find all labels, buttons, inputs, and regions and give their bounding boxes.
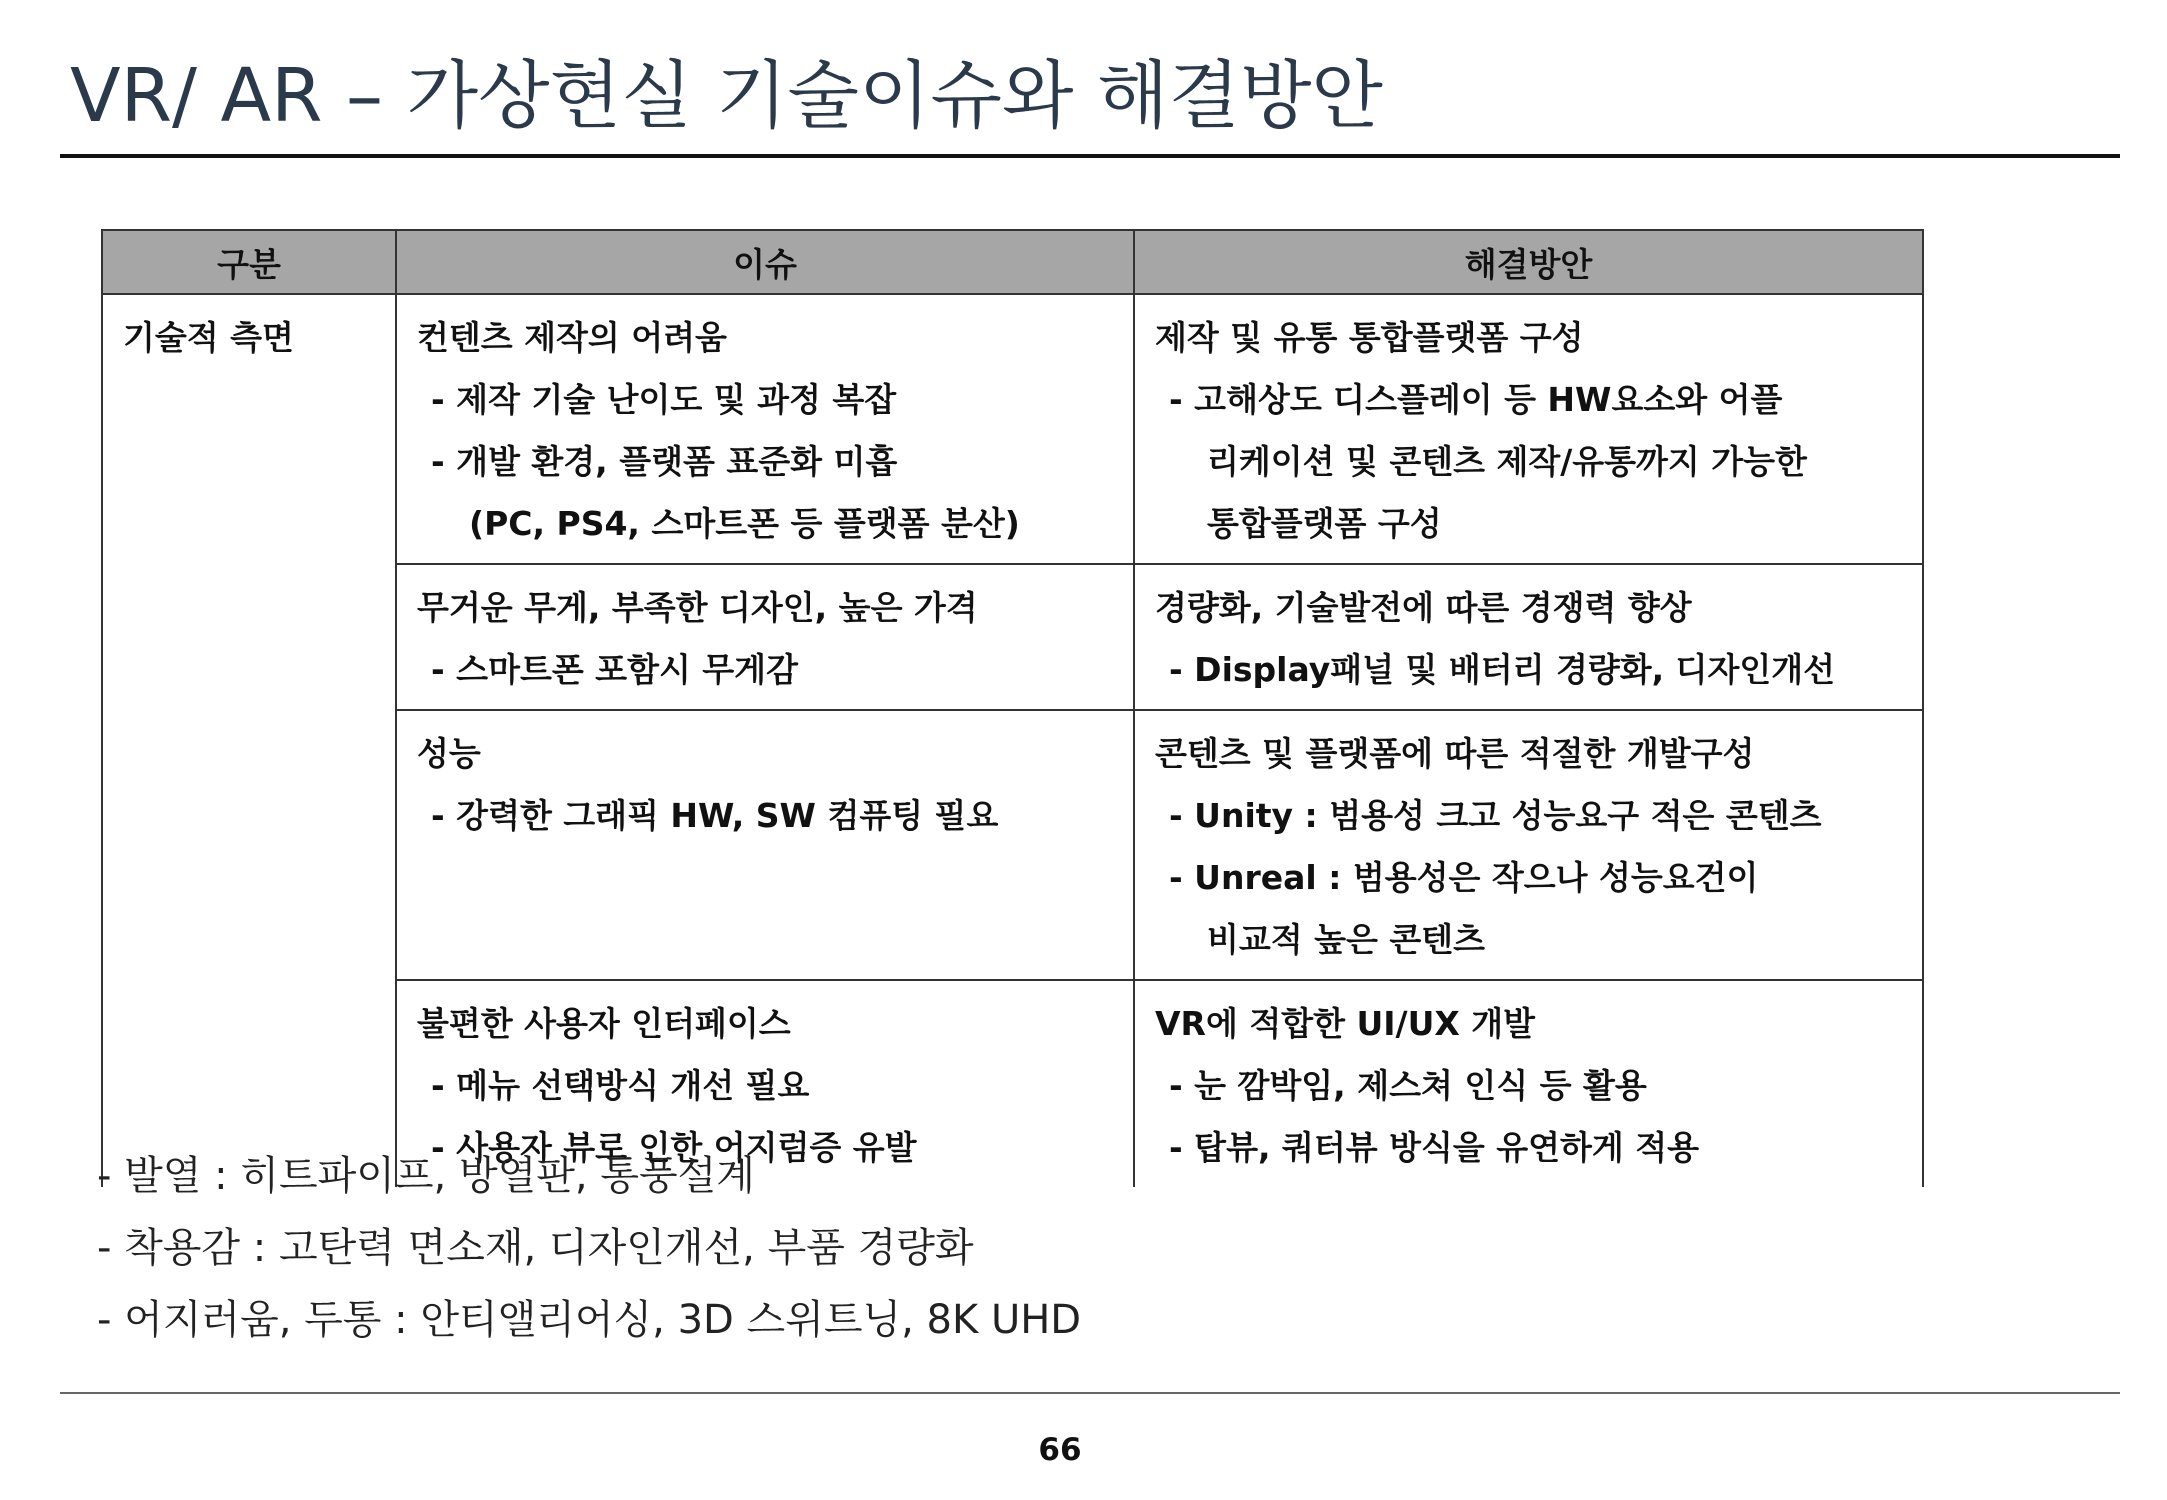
- solution-line: 리케이션 및 콘텐츠 제작/유통까지 가능한: [1207, 442, 1807, 481]
- issue-cell: [396, 710, 1134, 980]
- issue-cell: [396, 564, 1134, 710]
- table-header-row: [102, 230, 1923, 294]
- header-solution: 해결방안: [1134, 230, 1923, 294]
- issue-line: - 제작 기술 난이도 및 과정 복잡: [431, 380, 897, 419]
- solution-line: 통합플랫폼 구성: [1207, 504, 1442, 543]
- header-issue: 이슈: [396, 230, 1134, 294]
- table-row: [102, 294, 1923, 564]
- bullet-item: - 착용감 : 고탄력 면소재, 디자인개선, 부품 경량화: [97, 1225, 974, 1271]
- solution-line: - Unreal : 범용성은 작으나 성능요건이: [1169, 858, 1759, 897]
- footer-divider: [60, 1392, 2120, 1394]
- category-cell: [102, 294, 396, 1187]
- solution-line: - Display패널 및 배터리 경량화, 디자인개선: [1169, 650, 1836, 689]
- solution-line: 비교적 높은 콘텐츠: [1207, 920, 1486, 959]
- solution-line: VR에 적합한 UI/UX 개발: [1155, 1004, 1536, 1043]
- solution-cell: [1134, 710, 1923, 980]
- slide-title: VR/ AR – 가상현실 기술이슈와 해결방안: [70, 53, 1383, 139]
- solution-cell: [1134, 980, 1923, 1187]
- issue-line: - 사용자 뷰로 인한 어지럼증 유발: [431, 1128, 917, 1167]
- issue-solution-table: [101, 229, 1924, 1187]
- issue-cell: [396, 294, 1134, 564]
- solution-line: 콘텐츠 및 플랫폼에 따른 적절한 개발구성: [1155, 734, 1755, 773]
- page-number: 66: [1038, 1432, 1082, 1468]
- title-divider: [60, 154, 2120, 158]
- category-label: 기술적 측면: [123, 318, 294, 357]
- issue-line: - 스마트폰 포함시 무게감: [431, 650, 798, 689]
- issue-line: 성능: [417, 734, 481, 773]
- solution-cell: [1134, 294, 1923, 564]
- bullet-item: - 발열 : 히트파이프, 방열판, 통풍설계: [97, 1153, 755, 1199]
- issue-line: - 개발 환경, 플랫폼 표준화 미흡: [431, 442, 898, 481]
- solution-line: - Unity : 범용성 크고 성능요구 적은 콘텐츠: [1169, 796, 1822, 835]
- header-category: 구분: [102, 230, 396, 294]
- bullet-list: [97, 1140, 1081, 1356]
- issue-line: 무거운 무게, 부족한 디자인, 높은 가격: [417, 588, 978, 627]
- issue-line: (PC, PS4, 스마트폰 등 플랫폼 분산): [469, 504, 1020, 543]
- issue-line: 불편한 사용자 인터페이스: [417, 1004, 791, 1043]
- issue-table-container: [101, 229, 1922, 1187]
- solution-line: 제작 및 유통 통합플랫폼 구성: [1155, 318, 1584, 357]
- issue-line: - 강력한 그래픽 HW, SW 컴퓨팅 필요: [431, 796, 999, 835]
- issue-line: 컨텐츠 제작의 어려움: [417, 318, 727, 357]
- solution-line: 경량화, 기술발전에 따른 경쟁력 향상: [1155, 588, 1692, 627]
- solution-cell: [1134, 564, 1923, 710]
- solution-line: - 탑뷰, 쿼터뷰 방식을 유연하게 적용: [1169, 1128, 1699, 1167]
- issue-line: - 메뉴 선택방식 개선 필요: [431, 1066, 810, 1105]
- solution-line: - 눈 깜박임, 제스쳐 인식 등 활용: [1169, 1066, 1647, 1105]
- bullet-item: - 어지러움, 두통 : 안티앨리어싱, 3D 스위트닝, 8K UHD: [97, 1297, 1082, 1343]
- solution-line: - 고해상도 디스플레이 등 HW요소와 어플: [1169, 380, 1783, 419]
